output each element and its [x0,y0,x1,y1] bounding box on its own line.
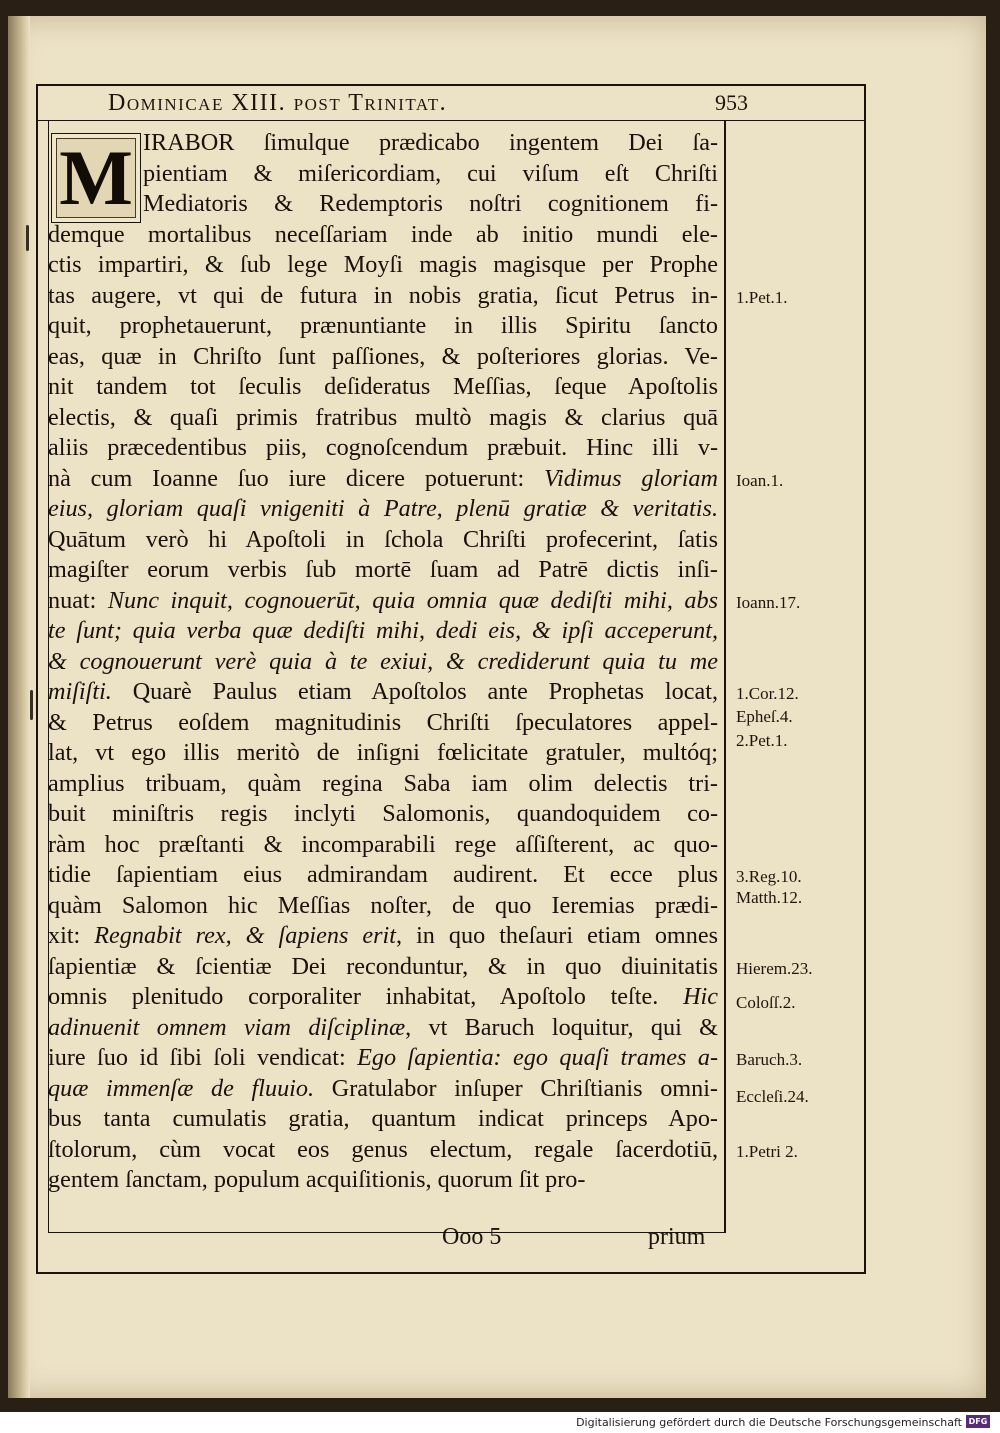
text-line: aliis præcedentibus piis, cognoſcendum præbuit. Hinc illi v- [48,434,718,461]
marginal-reference: Baruch.3. [736,1050,803,1069]
marginal-reference: 1.Pet.1. [736,287,788,307]
text-line: ctis impartiri, & ſub lege Moyſi magis magisque per Prophe [48,251,718,278]
text-line [48,494,718,525]
text-line: tidie ſapientiam eius admirandam audirent. Et ecce plus [48,861,718,888]
marginal-reference: Ioan.1. [736,470,784,490]
text-line: Mediatoris & Redemptoris noſtri cognitionem fi- [143,190,718,217]
italic-quotation: eius, gloriam quaſi vnigeniti à Patre, plenū gratiæ & veritatis. [48,495,718,522]
text-line: gentem ſanctam, populum acquiſitionis, quorum ſit pro- [48,1166,586,1193]
text-line: & Petrus eoſdem magnitudinis Chriſti ſpeculatores appel- [48,708,718,736]
text-line: IRABOR ſimulque prædicabo ingentem Dei ſa- [143,129,718,156]
body-text [48,128,718,1196]
italic-quotation: te ſunt; quia verba quæ dediſti mihi, dedi eis, & ipſi acceperunt, [48,617,718,644]
pencil-mark [30,690,33,720]
marginal-reference: Hierem.23. [736,958,813,978]
text-line: demque mortalibus neceſſariam inde ab initio mundi ele- [48,220,718,248]
italic-quotation: Hic [683,983,718,1010]
marginal-reference: 2.Pet.1. [736,731,788,750]
margin-divider [724,120,725,1232]
text-line: bus tanta cumulatis gratia, quantum indicat princeps Apo- [48,1105,718,1132]
marginal-reference: Eccleſi.24. [736,1086,809,1106]
text-line: magiſter eorum verbis ſub mortē ſuam ad Patrē dictis inſi- [48,556,718,583]
text-line: iure ſuo id ſibi ſoli vendicat: Ego ſapientia: ego quaſi trames a- [48,1044,718,1071]
text-line: omnis plenitudo corporaliter inhabitat, Apoſtolo teſte. Hic [48,983,718,1010]
text-line: xit: Regnabit rex, & ſapiens erit, in quo theſauri etiam omnes [48,922,718,949]
marginal-reference: Coloſſ.2. [736,993,796,1012]
text-line: electis, & quaſi primis fratribus multò magis & clarius quā [48,403,718,431]
text-line: quit, prophetauerunt, prænuntiante in illis Spiritu ſancto [48,312,718,339]
text-line: amplius tribuam, quàm regina Saba iam olim delectis tri- [48,769,718,797]
signature-mark: Ooo 5 [442,1224,502,1250]
catchword: prium [648,1224,706,1250]
marginal-reference: Epheſ.4. [736,706,793,726]
text-line: pientiam & miſericordiam, cui viſum eſt Chriſti [143,159,718,187]
pencil-mark [26,225,29,251]
text-line: tas augere, vt qui de futura in nobis gratia, ſicut Petrus in- [48,281,718,309]
italic-quotation: Nunc inquit, cognouerūt, quia omnia quæ dediſti mihi, abs [107,586,719,614]
marginal-reference: 3.Reg.10. [736,867,802,886]
text-line [48,616,718,647]
binding-edge [8,16,30,1398]
text-line: ſtolorum, cùm vocat eos genus electum, regale ſacerdotiū, [48,1135,718,1163]
marginal-reference: Ioann.17. [736,592,801,612]
text-line: miſiſti. Quarè Paulus etiam Apoſtolos ante Prophetas locat, [48,678,718,705]
italic-quotation: quæ immenſæ de fluuio. [48,1074,315,1102]
italic-quotation: miſiſti. [48,678,112,705]
running-head-title: Dominicae XIII. post Trinitat. [108,89,448,116]
text-line: ràm hoc præſtanti & incomparabili rege aſſiſterent, ac quo- [48,830,718,858]
text-line: nit tandem tot ſeculis deſideratus Meſſias, ſeque Apoſtolis [48,373,718,400]
text-line: adinuenit omnem viam diſciplinæ, vt Baruch loquitur, qui & [48,1013,718,1041]
text-line: nuat: Nunc inquit, cognouerūt, quia omnia quæ dediſti mihi, abs [48,586,719,614]
dfg-logo: DFG [966,1415,990,1428]
text-line: quàm Salomon hic Meſſias noſter, de quo Ieremias prædi- [48,891,718,919]
italic-quotation: adinuenit omnem viam diſciplinæ [48,1013,406,1041]
initial-letter: M [59,134,133,221]
italic-quotation: Regnabit rex, & ſapiens erit [94,922,396,949]
text-line: eas, quæ in Chriſto ſunt paſſiones, & poſteriores glorias. Ve- [48,342,718,370]
text-line [48,647,718,678]
text-line: nà cum Ioanne ſuo iure dicere potuerunt: Vidimus gloriam [48,464,718,492]
running-head [108,88,748,118]
marginal-reference: Matth.12. [736,887,803,907]
italic-quotation: Ego ſapientia: ego quaſi trames a- [357,1044,718,1071]
italic-quotation: Vidimus gloriam [544,464,718,492]
italic-quotation: & cognouerunt verè quia à te exiui, & crediderunt quia tu me [48,647,718,675]
text-line: Quātum verò hi Apoſtoli in ſchola Chriſti profecerint, ſatis [48,525,718,553]
text-line: ſapientiæ & ſcientiæ Dei reconduntur, & in quo diuinitatis [48,952,718,980]
text-line: buit miniſtris regis inclyti Salomonis, quandoquidem co- [48,800,718,827]
text-line: quæ immenſæ de fluuio. Gratulabor inſuper Chriſtianis omni- [48,1074,718,1102]
digitization-credit: Digitalisierung gefördert durch die Deutsche Forschungsgemeinschaft [576,1416,962,1429]
text-line: lat, vt ego illis meritò de inſigni fœlicitate gratuler, multóq; [48,739,718,766]
marginal-reference: 1.Petri 2. [736,1141,798,1161]
marginal-reference: 1.Cor.12. [736,684,799,703]
page-number: 953 [715,90,748,115]
